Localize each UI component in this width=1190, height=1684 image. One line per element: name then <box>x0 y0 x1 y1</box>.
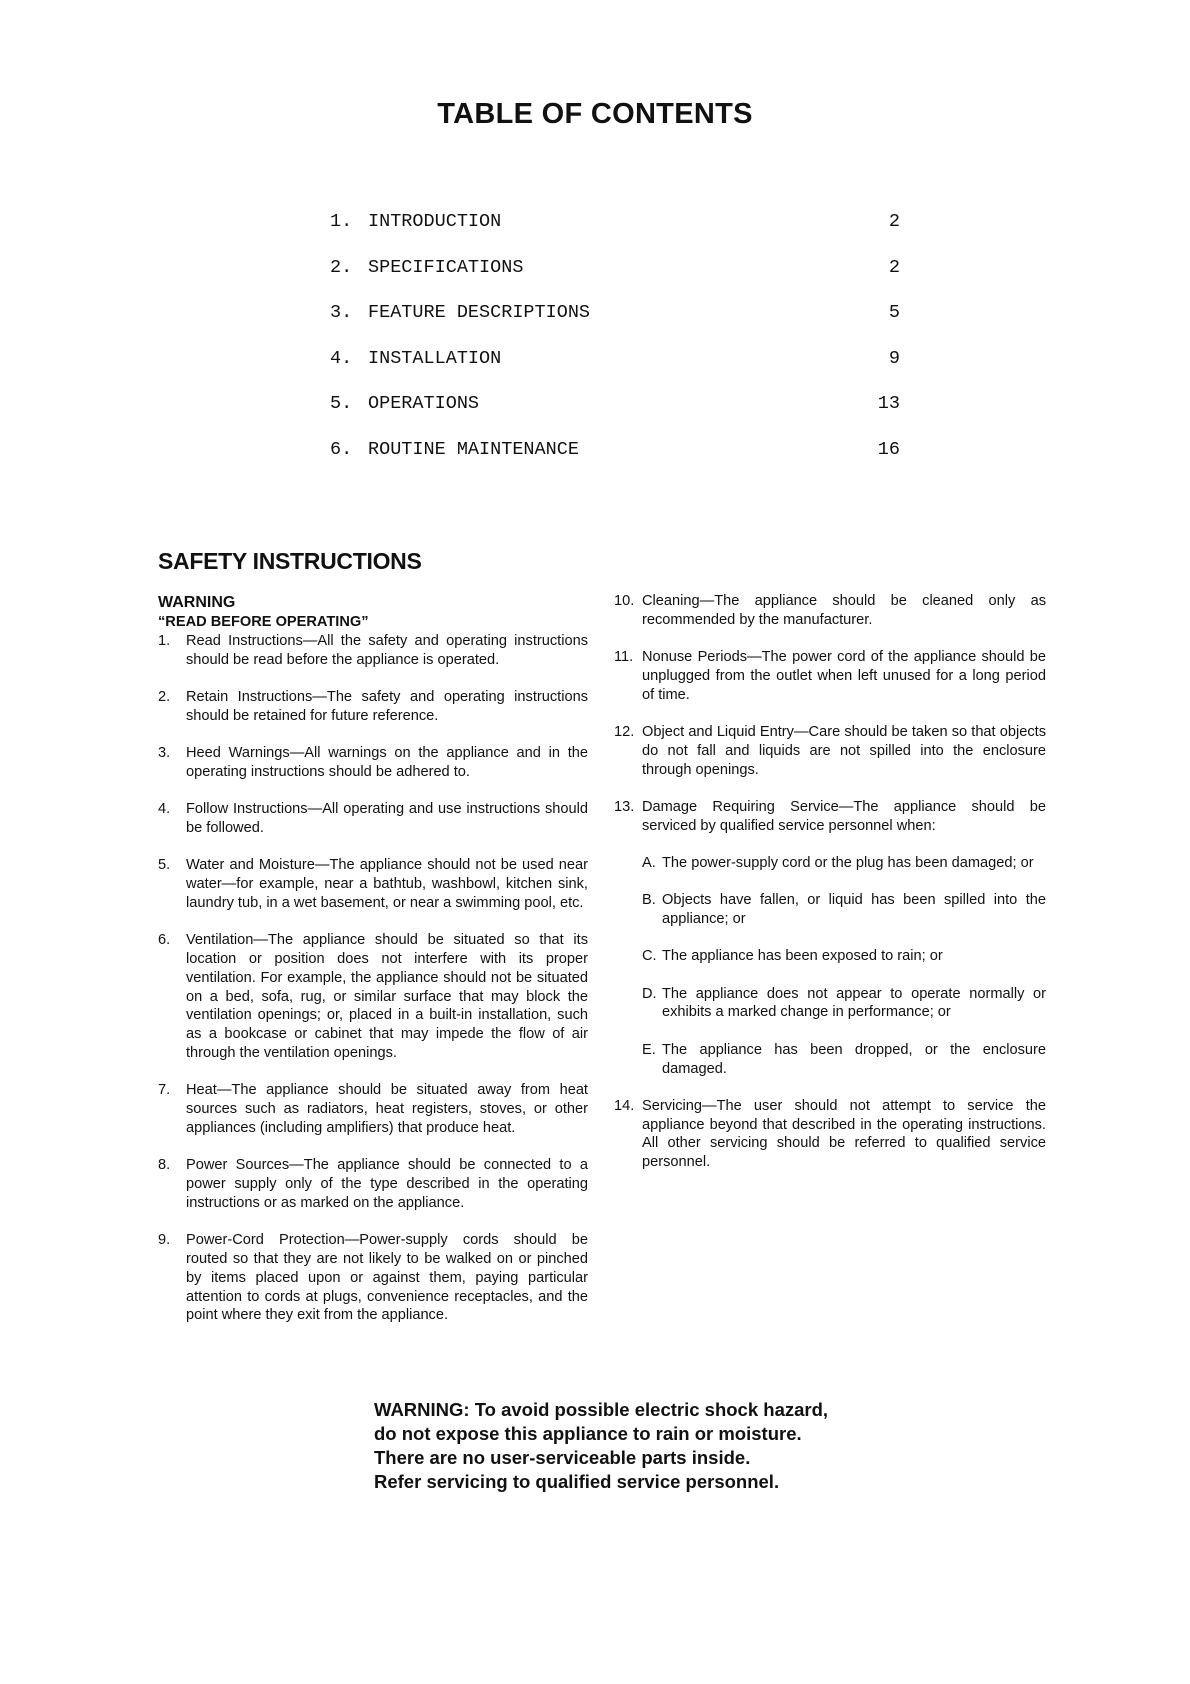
safety-item-text: Water and Moisture—The appliance should not be used near water—for example, near a bathtub, washbowl, kitchen sink, laundry tub, in a wet basement, or near a swimming pool, etc. <box>186 857 588 911</box>
safety-title: SAFETY INSTRUCTIONS <box>158 548 422 574</box>
safety-item-number: 7. <box>158 1082 171 1099</box>
safety-item-number: 11. <box>614 649 634 666</box>
safety-item <box>158 931 588 1063</box>
toc-entry <box>330 257 900 303</box>
safety-item <box>158 1156 588 1212</box>
toc-entry-number: 4. <box>330 347 353 369</box>
shock-hazard-warning <box>374 1398 828 1494</box>
toc-entry-number: 3. <box>330 302 353 323</box>
safety-item <box>158 1231 588 1325</box>
safety-item-number: 9. <box>158 1232 171 1249</box>
safety-item <box>614 648 1046 704</box>
toc-entry-page: 13 <box>877 393 900 414</box>
safety-item-number: 12. <box>614 723 635 740</box>
safety-sub-item <box>642 1041 1046 1079</box>
safety-item-text: Follow Instructions—All operating and use instructions should be followed. <box>186 801 588 837</box>
safety-item-text: Power-Cord Protection—Power-supply cords should be routed so that they are not likely to be walked on or pinched by items placed upon or against them, paying particular attention to cords at plugs, convenience receptacles, and the point where they exit from the appliance. <box>186 1232 588 1324</box>
safety-item <box>158 632 588 670</box>
safety-sub-item-letter: E. <box>642 1041 656 1058</box>
warning-line: WARNING: To avoid possible electric shock hazard, <box>374 1399 829 1420</box>
toc-title: TABLE OF CONTENTS <box>437 98 753 130</box>
safety-item <box>614 592 1046 630</box>
safety-sub-item-text: The appliance does not appear to operate normally or exhibits a marked change in performance; or <box>662 985 1046 1021</box>
warning-subheading: “READ BEFORE OPERATING” <box>158 614 369 630</box>
toc-entry-number: 2. <box>330 256 353 278</box>
toc-entry-label: FEATURE DESCRIPTIONS <box>368 302 591 323</box>
safety-item-text: Ventilation—The appliance should be situated so that its location or position does not interfere with its proper ventilation. For example, the appliance should not be situated on a bed, sofa, rug, or similar surface that may block the ventilation openings; or, placed in a built-in installation, such as a bookcase or cabinet that may impede the flow of air through the ventilation openings. <box>186 932 588 1062</box>
safety-sub-item <box>642 854 1046 873</box>
safety-sub-item <box>642 985 1046 1023</box>
toc-entry-label: OPERATIONS <box>368 393 480 414</box>
toc-entry-page: 16 <box>877 438 900 460</box>
toc-entry-page: 9 <box>888 347 900 369</box>
safety-item-number: 1. <box>158 633 171 649</box>
toc-entry-label: INTRODUCTION <box>368 211 502 232</box>
safety-item <box>158 1081 588 1137</box>
safety-item-number: 10. <box>614 593 635 609</box>
safety-item-text: Object and Liquid Entry—Care should be taken so that objects do not fall and liquids are not spilled into the enclosure through openings. <box>642 723 1046 778</box>
safety-sub-item-text: Objects have fallen, or liquid has been spilled into the appliance; or <box>662 892 1046 928</box>
safety-item <box>614 798 1046 836</box>
safety-right-column <box>614 592 1046 1191</box>
toc-entry-page: 2 <box>888 211 900 232</box>
safety-item <box>614 1097 1046 1172</box>
warning-line: do not expose this appliance to rain or moisture. <box>374 1423 802 1444</box>
toc-entry <box>330 439 900 485</box>
safety-item <box>158 800 588 838</box>
safety-sub-item <box>642 947 1046 966</box>
toc-entry <box>330 302 900 348</box>
toc-list <box>330 211 900 484</box>
toc-entry-page: 5 <box>888 302 900 323</box>
safety-item-text: Damage Requiring Service—The appliance should be serviced by qualified service personnel when: <box>642 798 1046 834</box>
safety-sub-item <box>642 891 1046 929</box>
safety-item <box>158 744 588 782</box>
safety-item-number: 3. <box>158 745 171 762</box>
safety-item-text: Retain Instructions—The safety and operating instructions should be retained for future reference. <box>186 689 588 724</box>
safety-item <box>614 723 1046 779</box>
toc-entry <box>330 348 900 394</box>
toc-entry-number: 1. <box>330 211 353 232</box>
toc-entry-label: INSTALLATION <box>368 347 502 369</box>
safety-item-text: Read Instructions—All the safety and operating instructions should be read before the appliance is operated. <box>186 633 588 668</box>
safety-item-number: 5. <box>158 857 171 874</box>
toc-entry <box>330 211 900 257</box>
toc-entry-number: 6. <box>330 438 353 460</box>
safety-item-number: 13. <box>614 798 635 815</box>
safety-item <box>158 856 588 912</box>
safety-item-number: 2. <box>158 689 171 706</box>
toc-entry-page: 2 <box>888 256 900 278</box>
safety-item <box>158 688 588 726</box>
safety-sub-item-text: The appliance has been exposed to rain; or <box>662 948 943 965</box>
safety-item-number: 14. <box>614 1097 635 1114</box>
safety-item-text: Servicing—The user should not attempt to service the appliance beyond that described in the operating instructions. All other servicing should be referred to qualified service personnel. <box>642 1097 1046 1171</box>
warning-line: There are no user-serviceable parts inside. <box>374 1447 751 1468</box>
safety-item-text: Power Sources—The appliance should be connected to a power supply only of the type described in the operating instructions or as marked on the appliance. <box>186 1157 588 1211</box>
safety-item-number: 8. <box>158 1157 171 1174</box>
safety-sub-item-text: The power-supply cord or the plug has been damaged; or <box>662 854 1034 871</box>
toc-entry <box>330 393 900 439</box>
toc-entry-number: 5. <box>330 393 353 414</box>
warning-line: Refer servicing to qualified service personnel. <box>374 1471 780 1492</box>
safety-item-text: Heed Warnings—All warnings on the appliance and in the operating instructions should be adhered to. <box>186 745 588 780</box>
toc-entry-label: SPECIFICATIONS <box>368 256 524 278</box>
safety-item-text: Cleaning—The appliance should be cleaned only as recommended by the manufacturer. <box>642 593 1046 628</box>
safety-item-text: Nonuse Periods—The power cord of the appliance should be unplugged from the outlet when left unused for a long period of time. <box>642 649 1046 703</box>
safety-sub-item-text: The appliance has been dropped, or the enclosure damaged. <box>662 1041 1046 1077</box>
safety-sub-item-letter: C. <box>642 948 657 965</box>
safety-left-column <box>158 592 588 1344</box>
safety-item-number: 4. <box>158 801 171 818</box>
warning-heading: WARNING <box>158 594 236 611</box>
safety-sub-item-letter: D. <box>642 985 657 1002</box>
safety-sub-item-letter: B. <box>642 892 656 909</box>
toc-entry-label: ROUTINE MAINTENANCE <box>368 438 579 460</box>
safety-item-number: 6. <box>158 932 171 949</box>
safety-item-text: Heat—The appliance should be situated away from heat sources such as radiators, heat registers, stoves, or other appliances (including amplifiers) that produce heat. <box>186 1082 588 1136</box>
safety-sub-item-letter: A. <box>642 854 656 871</box>
